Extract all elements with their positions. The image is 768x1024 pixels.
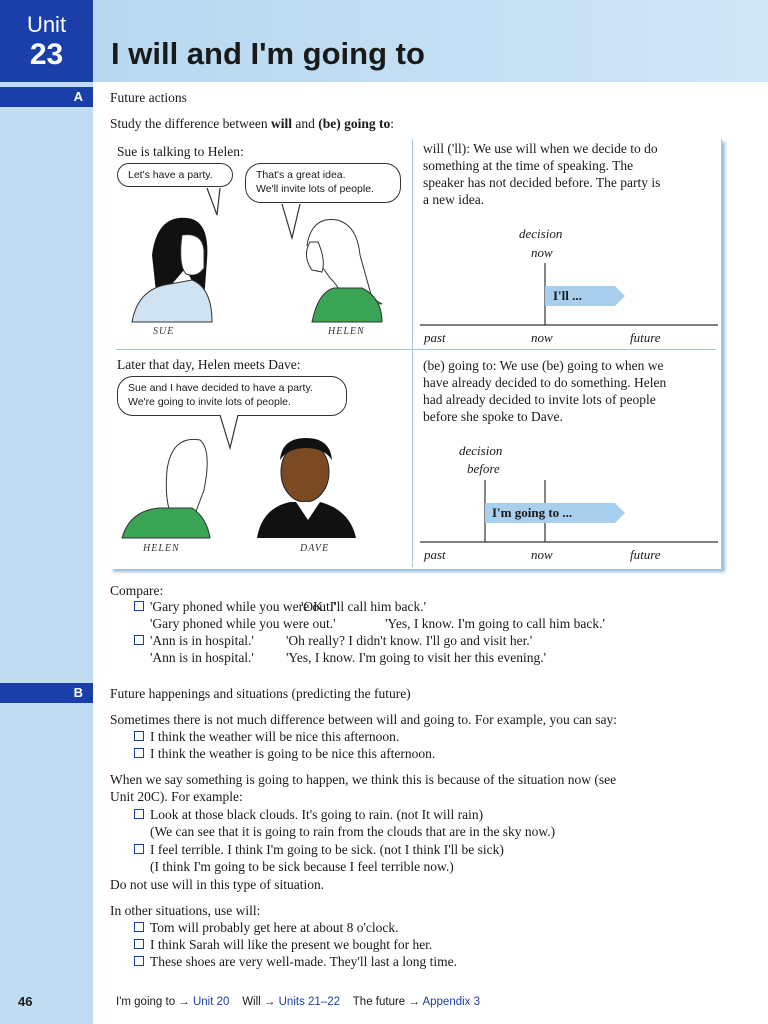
will-explanation — [423, 140, 660, 208]
label-helen: HELEN — [328, 326, 365, 337]
bullet-box-icon — [134, 809, 144, 819]
bullet-box-icon — [134, 748, 144, 758]
going-explain-line-3: had already decided to invite lots of people — [423, 392, 656, 407]
example-5: Tom will probably get here at about 8 o'clock. — [134, 919, 399, 936]
page-number: 46 — [18, 994, 33, 1009]
speech-bubble-helen-2: Sue and I have decided to have a party. We're going to invite lots of people. — [117, 376, 347, 416]
unit-badge — [0, 0, 93, 82]
example-6: I think Sarah will like the present we bought for her. — [134, 936, 432, 953]
section-a-marker: A — [0, 87, 93, 107]
d2-before-label: before — [467, 461, 500, 476]
panel-divider — [116, 349, 716, 350]
example-4-note: (I think I'm going to be sick because I feel terrible now.) — [150, 859, 454, 874]
section-a-intro: Study the difference between will and (be) going to: — [110, 116, 394, 131]
example-3: Look at those black clouds. It's going to rain. (not It will rain) — [134, 806, 483, 823]
dave-figure — [257, 438, 356, 538]
compare-label: Compare: — [110, 583, 164, 598]
example-3-note: (We can see that it is going to rain from the clouds that are in the sky now.) — [150, 824, 556, 839]
d2-arrow-label: I'm going to ... — [492, 505, 573, 520]
link-appendix-3[interactable]: Appendix 3 — [422, 996, 481, 1008]
helen-figure-2 — [122, 439, 210, 538]
scene2-caption: Later that day, Helen meets Dave: — [117, 357, 301, 372]
speech-bubble-sue: Let's have a party. — [117, 163, 233, 187]
d1-decision-label: decision — [519, 226, 563, 241]
d1-past-label: past — [424, 330, 446, 345]
sue-figure — [132, 218, 212, 322]
link-unit-20[interactable]: Unit 20 — [192, 996, 230, 1008]
d2-decision-label: decision — [459, 443, 503, 458]
d1-now-top-label: now — [531, 245, 553, 260]
scene1-illustration — [112, 180, 412, 330]
compare-row-1: 'Gary phoned while you were out.''OK. I'll call him back.' — [134, 598, 426, 615]
speech-bubble-helen: That's a great idea. We'll invite lots of people. — [245, 163, 401, 203]
unit-label: Unit — [26, 12, 67, 37]
section-b-p4: In other situations, use will: — [110, 903, 261, 918]
section-a-heading: Future actions — [110, 90, 187, 105]
section-b-heading: Future happenings and situations (predicting the future) — [110, 686, 411, 701]
going-to-explanation — [423, 357, 666, 425]
scene2-illustration — [112, 410, 412, 540]
bullet-box-icon — [134, 731, 144, 741]
will-explain-line-2: something at the time of speaking. The — [423, 158, 634, 173]
going-explain-line-4: before she spoke to Dave. — [423, 409, 563, 424]
d2-now-label: now — [531, 547, 553, 562]
bullet-box-icon — [134, 635, 144, 645]
bullet-box-icon — [134, 956, 144, 966]
label-sue: SUE — [153, 326, 175, 337]
example-1: I think the weather will be nice this afternoon. — [134, 728, 399, 745]
compare-row-2: 'Gary phoned while you were out.' 'Yes, I know. I'm going to call him back.' — [150, 616, 605, 631]
d1-now-label: now — [531, 330, 553, 345]
d1-future-label: future — [630, 330, 661, 345]
section-b-p3: Do not use will in this type of situation. — [110, 877, 325, 892]
going-explain-line-2: have already decided to do something. Helen — [423, 375, 667, 390]
will-explain-line-1: will ('ll): We use will when we decide to do — [423, 141, 658, 156]
example-4: I feel terrible. I think I'm going to be sick. (not I think I'll be sick) — [134, 841, 504, 858]
cross-references: I'm going to → Unit 20 Will → Units 21–22 The future → Appendix 3 — [116, 996, 481, 1008]
d2-future-label: future — [630, 547, 661, 562]
helen-figure — [306, 220, 382, 322]
page-title: I will and I'm going to — [111, 36, 425, 71]
scene1-caption: Sue is talking to Helen: — [117, 144, 244, 159]
unit-number: 23 — [29, 38, 64, 71]
d1-arrow-label: I'll ... — [553, 288, 582, 303]
panel-vertical-divider — [412, 139, 413, 567]
section-b-p1: Sometimes there is not much difference between will and going to. For example, you can say: — [110, 712, 617, 727]
bullet-box-icon — [134, 844, 144, 854]
section-b-marker: B — [0, 683, 93, 703]
example-2: I think the weather is going to be nice this afternoon. — [134, 745, 435, 762]
label-helen-2: HELEN — [143, 543, 180, 554]
will-explain-line-3: speaker has not decided before. The party is — [423, 175, 661, 190]
d2-past-label: past — [424, 547, 446, 562]
left-sidebar — [0, 0, 93, 1024]
compare-row-4: 'Ann is in hospital.' 'Yes, I know. I'm going to visit her this evening.' — [150, 650, 547, 665]
link-units-21-22[interactable]: Units 21–22 — [278, 996, 340, 1008]
example-7: These shoes are very well-made. They'll last a long time. — [134, 953, 457, 970]
bullet-box-icon — [134, 939, 144, 949]
compare-row-3: 'Ann is in hospital.' 'Oh really? I didn't know. I'll go and visit her.' — [134, 632, 532, 649]
label-dave: DAVE — [300, 543, 330, 554]
bullet-box-icon — [134, 922, 144, 932]
bullet-box-icon — [134, 601, 144, 611]
section-b-p2-line1: When we say something is going to happen, we think this is because of the situation now (see — [110, 772, 617, 787]
will-explain-line-4: a new idea. — [423, 192, 485, 207]
going-explain-line-1: (be) going to: We use (be) going to when we — [423, 358, 664, 373]
section-b-p2-line2: Unit 20C). For example: — [110, 789, 243, 804]
